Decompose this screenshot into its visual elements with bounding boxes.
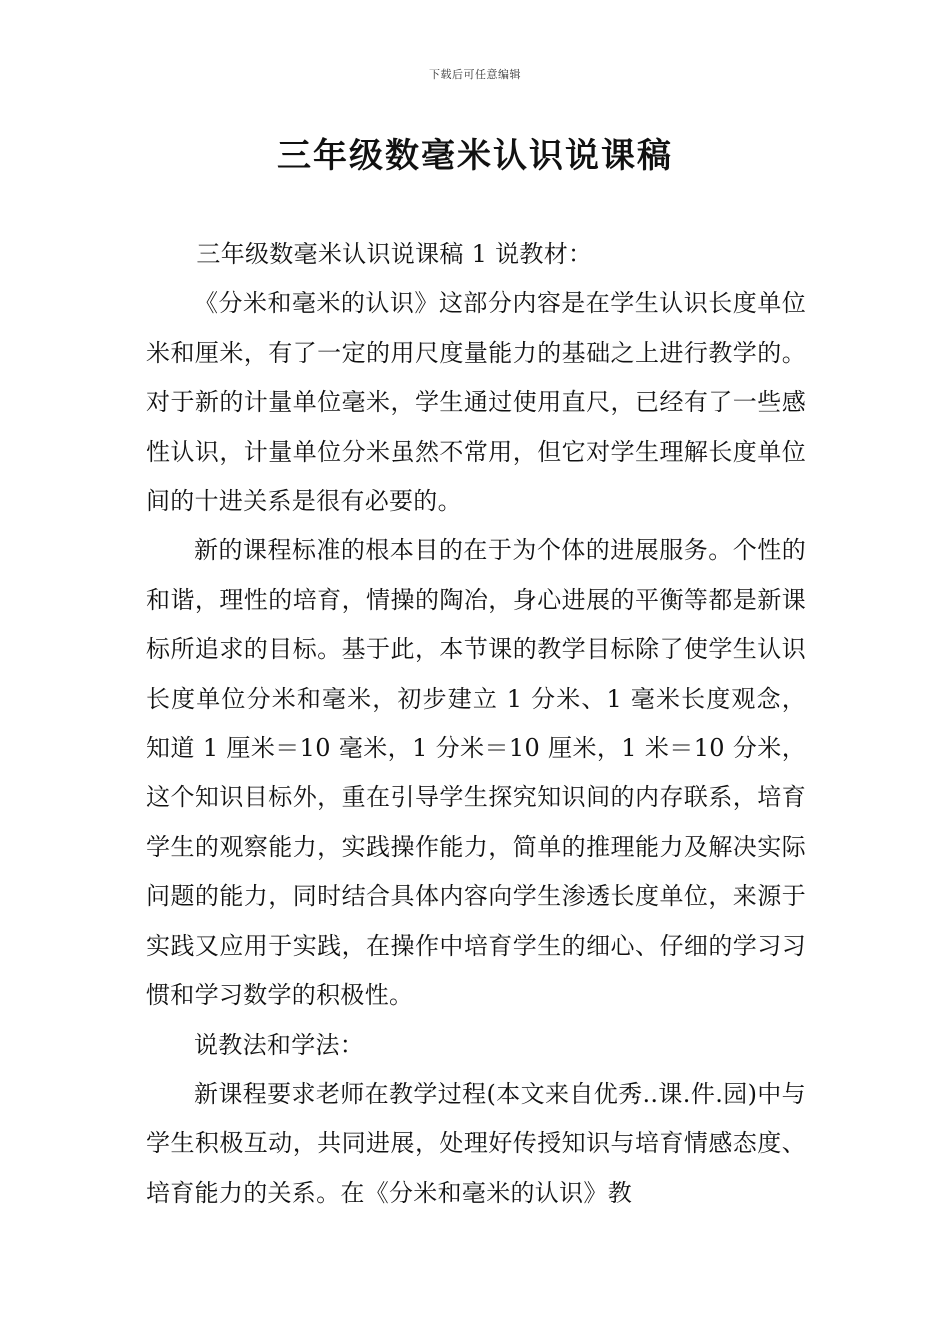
document-title: 三年级数毫米认识说课稿 (277, 136, 673, 176)
paragraph-objectives: 新的课程标准的根本目的在于为个体的进展服务。个性的和谐，理性的培育，情操的陶冶，身心进展的平衡等都是新课标所追求的目标。基于此，本节课的教学目标除了使学生认识长度单位分米和毫米，初步建立 1 分米、1 毫米长度观念，知道 1 厘米＝10 毫米，1 分米＝10 厘米，1 米＝10 分米，这个知识目标外，重在引导学生探究知识间的内存联系，培育学生的观察能力，实践操作能力，简单的推理能力及解决实际问题的能力，同时结合具体内容向学生渗透长度单位，来源于实践又应用于实践，在操作中培育学生的细心、仔细的学习习惯和学习数学的积极性。 (146, 536, 806, 1010)
paragraph-intro: 三年级数毫米认识说课稿 1 说教材： (196, 240, 593, 268)
paragraph-methods: 新课程要求老师在教学过程(本文来自优秀..课.件.园)中与学生积极互动，共同进展，处理好传授知识与培育情感态度、培育能力的关系。在《分米和毫米的认识》教 (146, 1079, 806, 1207)
paragraph-methods-heading: 说教法和学法： (194, 1030, 365, 1059)
document-body (146, 230, 806, 1218)
paragraph-textbook: 《分米和毫米的认识》这部分内容是在学生认识长度单位米和厘米，有了一定的用尺度量能力的基础之上进行教学的。对于新的计量单位毫米，学生通过使用直尺，已经有了一些感性认识，计量单位分米虽然不常用，但它对学生理解长度单位间的十进关系是很有必要的。 (146, 289, 806, 516)
header-note: 下载后可任意编辑 (429, 68, 521, 81)
